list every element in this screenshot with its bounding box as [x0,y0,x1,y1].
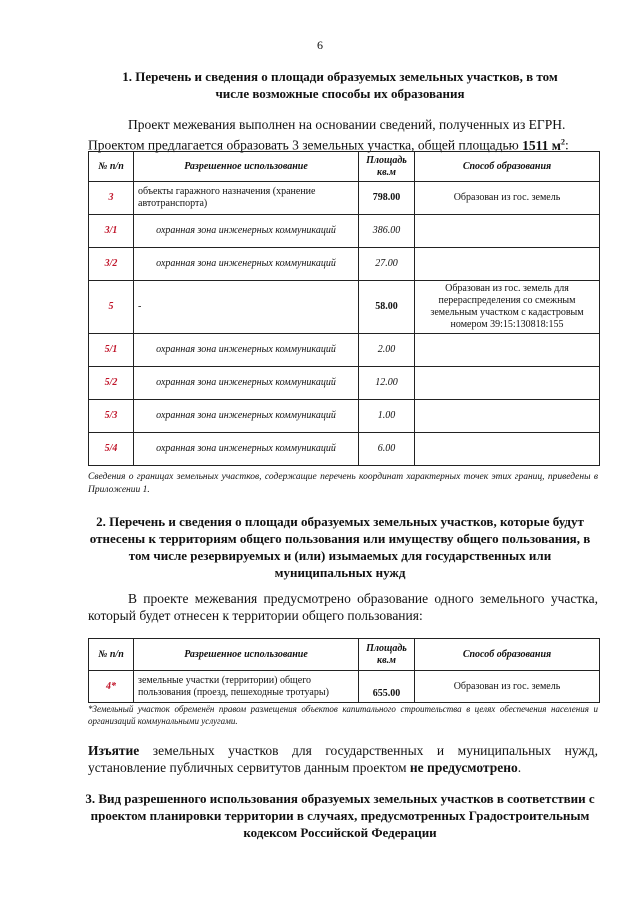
row-use: - [134,281,359,334]
row-method: Образован из гос. земель для перераспределения со смежным земельным участком с кадастровым номером 39:15:130818:155 [415,281,600,334]
table-row [89,248,600,281]
section2-table-header [89,639,600,671]
table-row [89,281,600,334]
section2-footnote: *Земельный участок обременён правом размещения объектов капитального строительства в целях обеспечения населения и организаций коммунальными услугами. [88,704,598,726]
row-method [415,248,600,281]
row-num: 3/1 [89,215,134,248]
table-row [89,400,600,433]
row-use: охранная зона инженерных коммуникаций [134,215,359,248]
section2-table [88,638,600,703]
row-area: 798.00 [359,182,415,215]
col-area-header: Площадь кв.м [359,639,415,671]
row-num: 4* [89,671,134,703]
seizure-bold-word: Изъятие [88,743,140,758]
row-area: 27.00 [359,248,415,281]
row-area: 386.00 [359,215,415,248]
row-area: 12.00 [359,367,415,400]
section3-heading: 3. Вид разрешенного использования образуемых земельных участков в соответствии с проектом планировки территории в случаях, предусмотренных Градостроительным кодексом Российской Федерации [85,791,595,840]
section1-heading-line1: 1. Перечень и сведения о площади образуемых земельных участков, в том [122,69,558,84]
section2-intro: В проекте межевания предусмотрено образование одного земельного участка, который будет отнесен к территории общего пользования: [88,591,598,623]
row-use: охранная зона инженерных коммуникаций [134,334,359,367]
col-area-header: Площадь кв.м [359,152,415,182]
section1-table-header [89,152,600,182]
row-num: 5/3 [89,400,134,433]
row-area: 58.00 [359,281,415,334]
row-method [415,367,600,400]
row-method [415,433,600,466]
row-method: Образован из гос. земель [415,671,600,703]
table-row [89,334,600,367]
row-num: 3 [89,182,134,215]
row-num: 5/2 [89,367,134,400]
section1-table [88,151,600,466]
row-num: 5 [89,281,134,334]
row-use: земельные участки (территории) общего пользования (проезд, пешеходные тротуары) [134,671,359,703]
row-method: Образован из гос. земель [415,182,600,215]
page-number: 6 [317,38,323,52]
table-row [89,433,600,466]
row-area: 6.00 [359,433,415,466]
row-use: охранная зона инженерных коммуникаций [134,248,359,281]
row-method [415,215,600,248]
col-num-header: № п/п [89,639,134,671]
col-num-header: № п/п [89,152,134,182]
section1-total-area: 1511 $м^2$ [522,137,565,153]
row-use: объекты гаражного назначения (хранение автотранспорта) [134,182,359,215]
section1-intro-suffix: : [564,137,569,153]
section1-intro [88,116,598,154]
row-area: 1.00 [359,400,415,433]
col-method-header: Способ образования [415,639,600,671]
row-area: 2.00 [359,334,415,367]
col-use-header: Разрешенное использование [134,639,359,671]
section1-heading [80,68,600,102]
row-use: охранная зона инженерных коммуникаций [134,433,359,466]
row-use: охранная зона инженерных коммуникаций [134,400,359,433]
row-method [415,334,600,367]
section2-heading: 2. Перечень и сведения о площади образуемых земельных участков, которые будут отнесены к территориям общего пользования или имуществу общего пользования, в том числе резервируемых и (или) изымаемых для государственных или муниципальных нужд [89,514,591,580]
section1-intro-prefix: Проектом предлагается образовать 3 земельных участка, общей площадью [88,137,523,153]
row-num: 5/1 [89,334,134,367]
row-num: 3/2 [89,248,134,281]
section1-note: Сведения о границах земельных участков, содержащие перечень координат характерных точек этих границ, приведены в Приложении 1. [88,472,598,495]
seizure-text: земельных участков для государственных и муниципальных нужд, установление публичных сервитутов данным проектом [88,743,598,775]
col-use-header: Разрешенное использование [134,152,359,182]
seizure-not-provided: не предусмотрено [409,760,518,775]
section1-intro-line1: Проект межевания выполнен на основании сведений, полученных из ЕГРН. [128,117,566,132]
row-area: 655.00 [359,671,415,703]
seizure-paragraph: Изъятие земельных участков для государственных и муниципальных нужд, установление публичных сервитутов данным проектом не предусмотрено. [88,743,598,775]
table-row [89,182,600,215]
row-use: охранная зона инженерных коммуникаций [134,367,359,400]
section1-heading-line2: числе возможные способы их образования [215,86,465,101]
table-row [89,671,600,703]
row-num: 5/4 [89,433,134,466]
row-method [415,400,600,433]
col-method-header: Способ образования [415,152,600,182]
table-row [89,367,600,400]
table-row [89,215,600,248]
